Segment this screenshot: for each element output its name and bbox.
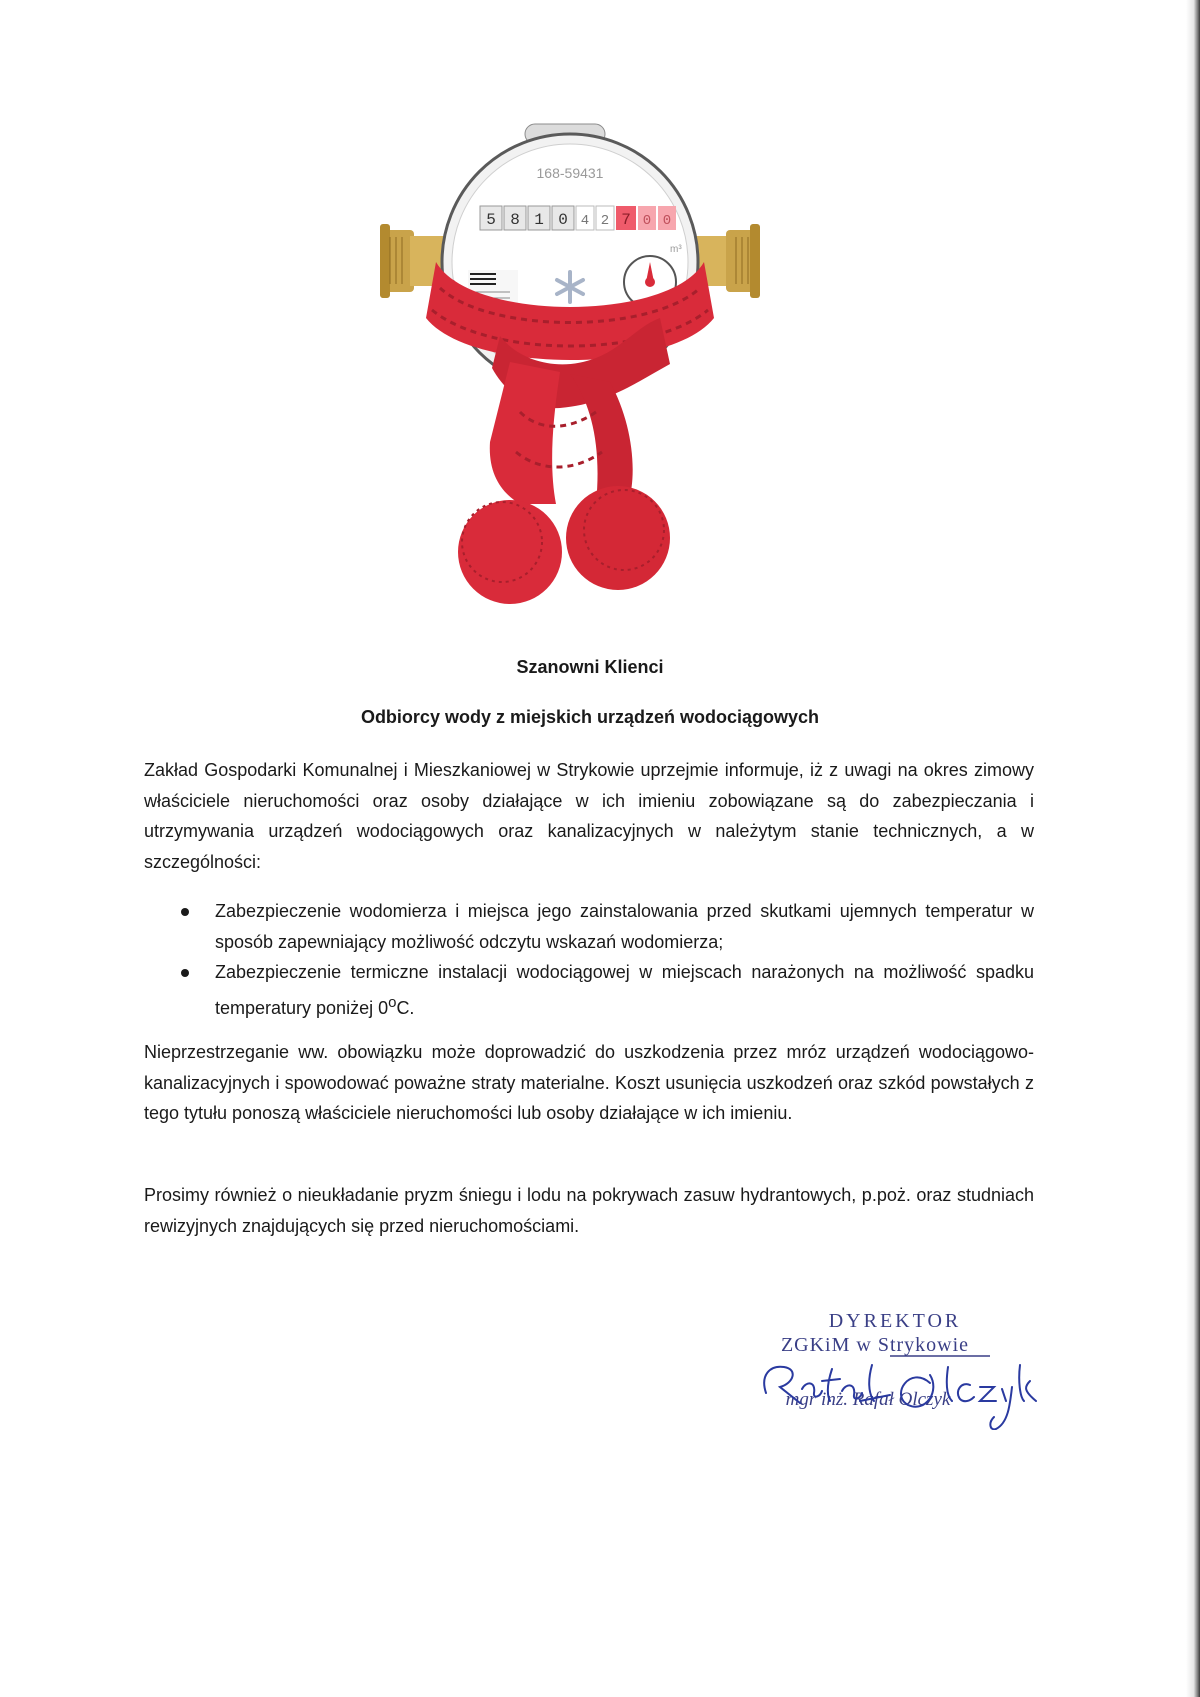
water-meter-with-scarf-illustration [370,112,770,632]
warning-paragraph: Nieprzestrzeganie ww. obowiązku może doprowadzić do uszkodzenia przez mróz urządzeń wodociągowo-kanalizacyjnych i spowodować poważne straty materialne. Koszt usunięcia uszkodzeń oraz szkód powstałych z tego tytułu ponoszą właściciele nieruchomości lub osoby działające w ich imieniu. [144,1042,1034,1123]
meter-digit: 0 [662,213,672,229]
list-item [144,957,1034,1023]
left-pompom [458,500,562,604]
director-stamp-signature [740,1305,1040,1430]
red-knitted-scarf [426,262,714,604]
list-item-text: Zabezpieczenie wodomierza i miejsca jego zainstalowania przed skutkami ujemnych temperatur w sposób zapewniający możliwość odczytu wskazań wodomierza; [215,901,1034,952]
obligations-list [144,896,1034,1023]
list-item-text: Zabezpieczenie termiczne instalacji wodociągowej w miejscach narażonych na możliwość spadku temperatury poniżej 0 [215,962,1034,1018]
meter-digit: 4 [580,213,590,229]
meter-digit: 2 [600,213,610,229]
letter-subtitle: Odbiorcy wody z miejskich urządzeń wodociągowych [360,707,820,727]
meter-counter [480,206,676,230]
bullet-icon [181,908,189,916]
water-meter-scarf-drawing [370,112,770,632]
bullet-icon [181,969,189,977]
meter-digit: 0 [558,211,568,229]
letter-title: Szanowni Klienci [516,657,664,677]
right-pompom [566,486,670,590]
scan-edge [1186,0,1200,1697]
stamp-name: mgr inż. Rafał Olczyk [785,1389,951,1410]
request-paragraph: Prosimy również o nieukładanie pryzm śniegu i lodu na pokrywach zasuw hydrantowych, p.poż. oraz studniach rewizyjnych znajdujących się przed nieruchomościami. [144,1185,1034,1236]
list-item [144,896,1034,957]
intro-paragraph: Zakład Gospodarki Komunalnej i Mieszkaniowej w Strykowie uprzejmie informuje, iż z uwagi na okres zimowy właściciele nieruchomości oraz osoby działające w ich imieniu zobowiązane są do zabezpieczania i utrzymywania urządzeń wodociągowych oraz kanalizacyjnych w należytym stanie technicznych, a w szczególności: [144,760,1034,872]
meter-digit: 7 [621,211,631,229]
meter-digit: 1 [534,211,544,229]
degree-superscript: o [388,993,397,1011]
stamp-organization: ZGKiM w Strykowie [780,1334,970,1356]
meter-digit: 0 [642,213,652,229]
meter-digit: 5 [486,211,496,229]
meter-serial-number: 168-59431 [536,165,604,181]
list-item-suffix: C. [396,997,415,1018]
meter-digit: 8 [510,211,520,229]
meter-unit: m³ [670,244,682,255]
stamp-title: DYREKTOR [828,1310,962,1332]
